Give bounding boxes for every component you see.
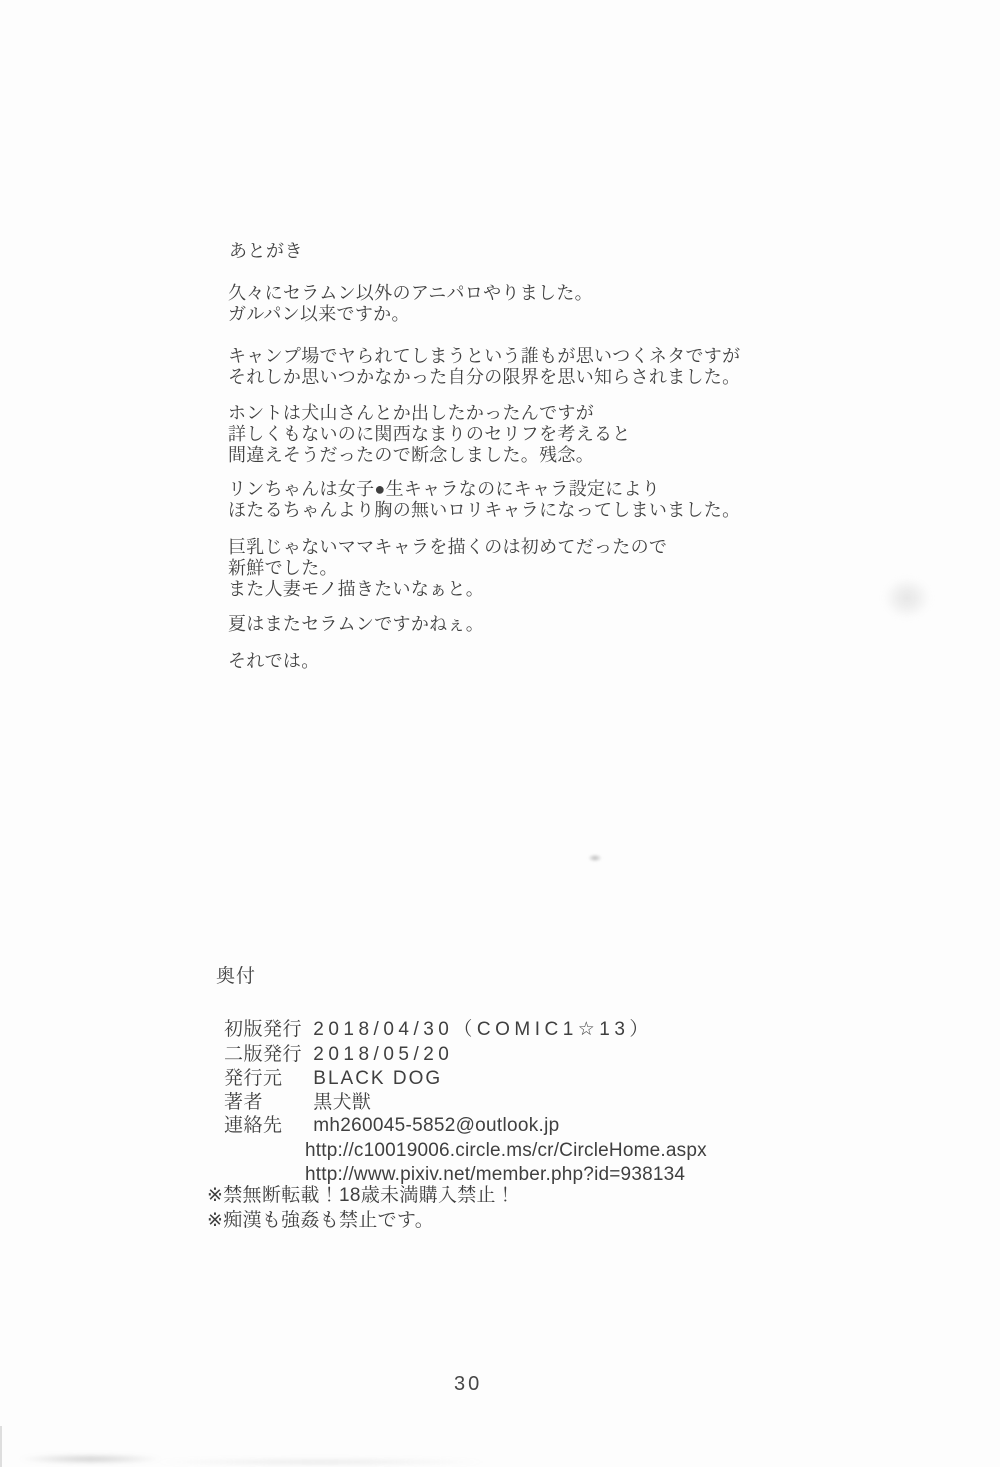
colophon-value: 黒犬獣	[313, 1092, 372, 1113]
text-line: 新鮮でした。	[228, 558, 338, 578]
afterword-paragraph	[228, 537, 667, 600]
text-line: ほたるちゃんより胸の無いロリキャラになってしまいました。	[228, 500, 741, 520]
scan-smudge	[150, 1458, 490, 1466]
colophon-row-first-printing	[224, 1019, 653, 1041]
text-line: キャンプ場でヤられてしまうという誰もが思いつくネタですが	[228, 346, 741, 366]
colophon-label: 発行元	[224, 1068, 283, 1089]
colophon-label: 著者	[224, 1092, 264, 1113]
colophon-row-author	[224, 1092, 371, 1114]
colophon-row-contact	[224, 1115, 560, 1137]
scan-edge-line	[0, 1426, 2, 1467]
afterword-paragraph	[228, 479, 740, 521]
scan-smudge	[18, 1454, 163, 1464]
circle-home-url: http://c10019006.circle.ms/cr/CircleHome.aspx	[305, 1140, 707, 1161]
text-line: 巨乳じゃないママキャラを描くのは初めてだったので	[228, 537, 668, 557]
colophon-label: 連絡先	[224, 1115, 283, 1136]
colophon-value: 2018/05/20	[313, 1044, 454, 1065]
colophon-email: mh260045-5852@outlook.jp	[313, 1115, 560, 1136]
afterword-paragraph	[228, 283, 593, 325]
colophon-note-no-reproduction: ※禁無断転載！18歳未満購入禁止！	[207, 1185, 516, 1206]
text-line: 久々にセラムン以外のアニパロやりました。	[228, 283, 593, 303]
colophon-row-publisher	[224, 1068, 442, 1090]
text-line: ホントは犬山さんとか出したかったんですが	[228, 403, 594, 423]
text-line: リンちゃんは女子●生キャラなのにキャラ設定により	[228, 479, 661, 499]
colophon-value: 2018/04/30（COMIC1☆13）	[313, 1019, 653, 1040]
text-line: 詳しくもないのに関西なまりのセリフを考えると	[228, 424, 631, 444]
afterword-title: あとがき	[229, 241, 303, 261]
colophon-note-disclaimer: ※痴漢も強姦も禁止です。	[207, 1210, 435, 1231]
colophon-row-second-printing	[224, 1044, 453, 1066]
colophon-label: 初版発行	[224, 1019, 303, 1040]
text-line: また人妻モノ描きたいなぁと。	[228, 579, 485, 599]
colophon-title: 奥付	[216, 966, 257, 987]
text-line: 間違えそうだったので断念しました。残念。	[228, 445, 594, 465]
scan-smudge	[883, 577, 931, 619]
afterword-paragraph	[228, 403, 631, 466]
afterword-paragraph	[228, 651, 320, 672]
afterword-paragraph	[228, 614, 484, 635]
colophon-value: BLACK DOG	[313, 1068, 443, 1089]
afterword-paragraph	[228, 346, 740, 388]
page-number: 30	[454, 1373, 483, 1395]
text-line: それしか思いつかなかった自分の限界を思い知らされました。	[228, 367, 741, 387]
scan-speck	[588, 854, 602, 862]
colophon-label: 二版発行	[224, 1044, 303, 1065]
pixiv-url: http://www.pixiv.net/member.php?id=938134	[305, 1164, 686, 1185]
text-line: それでは。	[228, 651, 320, 671]
text-line: 夏はまたセラムンですかねぇ。	[228, 614, 485, 634]
text-line: ガルパン以来ですか。	[228, 304, 410, 324]
